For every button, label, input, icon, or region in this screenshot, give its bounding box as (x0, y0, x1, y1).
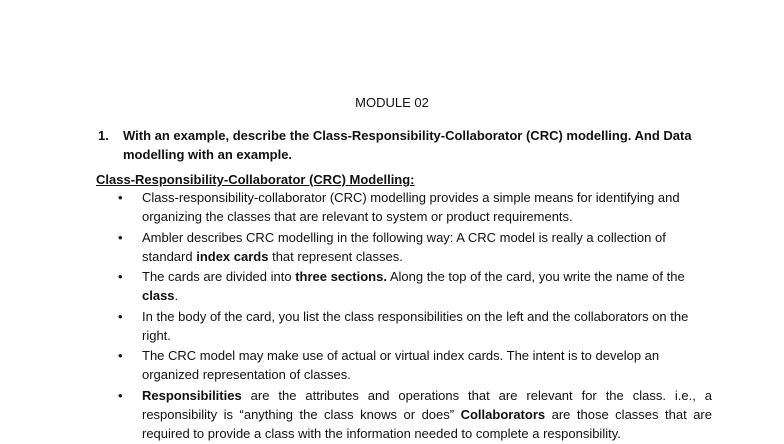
bullet-text: that represent classes. (268, 248, 403, 264)
bullet-bold-text: Responsibilities (142, 387, 242, 403)
section-title: Class-Responsibility-Collaborator (CRC) Modelling: (96, 172, 415, 187)
bullet-bold-text: Collaborators (460, 406, 546, 422)
bullet-item (118, 307, 712, 345)
bullet-icon: • (118, 348, 123, 363)
bullet-text: are those classes that are required to provide a class with the information needed to complete a responsibility. (142, 406, 712, 441)
bullet-icon: • (118, 190, 123, 205)
bullet-icon: • (118, 229, 123, 245)
bullet-item (118, 386, 712, 443)
bullet-text: Class-responsibility-collaborator (CRC) modelling provides a simple means for identifying and organizing the classes that are relevant to system or product requirements. (142, 190, 680, 224)
bullet-text: . (174, 288, 179, 303)
bullet-icon: • (118, 308, 123, 324)
bullet-bold-text: three sections. (295, 269, 387, 284)
bullet-item (118, 346, 712, 384)
module-heading: MODULE 02 (355, 95, 429, 110)
question-item (98, 126, 728, 164)
question-text: With an example, describe the Class-Responsibility-Collaborator (CRC) modelling. And Data modelling with an example. (123, 128, 692, 162)
bullet-icon: • (118, 387, 123, 403)
bullet-text: Ambler describes CRC modelling in the following way: A CRC model is really a collection of standard (142, 229, 666, 264)
bullet-bold-text: index cards (196, 248, 269, 264)
bullet-text: In the body of the card, you list the class responsibilities on the left and the collaborators on the right. (142, 308, 689, 343)
bullet-text: Along the top of the card, you write the name of the (386, 269, 685, 284)
question-number: 1. (98, 128, 109, 143)
bullet-item (118, 267, 712, 305)
bullet-item (118, 228, 712, 266)
bullet-icon: • (118, 269, 123, 284)
bullet-item (118, 188, 712, 226)
bullet-list (118, 188, 712, 444)
bullet-text: are the attributes and operations that are relevant for the class. i.e., a responsibility is “anything the class knows or does” (142, 387, 712, 422)
bullet-bold-text: class (142, 288, 175, 303)
bullet-text: The cards are divided into (142, 269, 296, 284)
bullet-text: The CRC model may make use of actual or virtual index cards. The intent is to develop an organized representation of classes. (142, 348, 660, 382)
